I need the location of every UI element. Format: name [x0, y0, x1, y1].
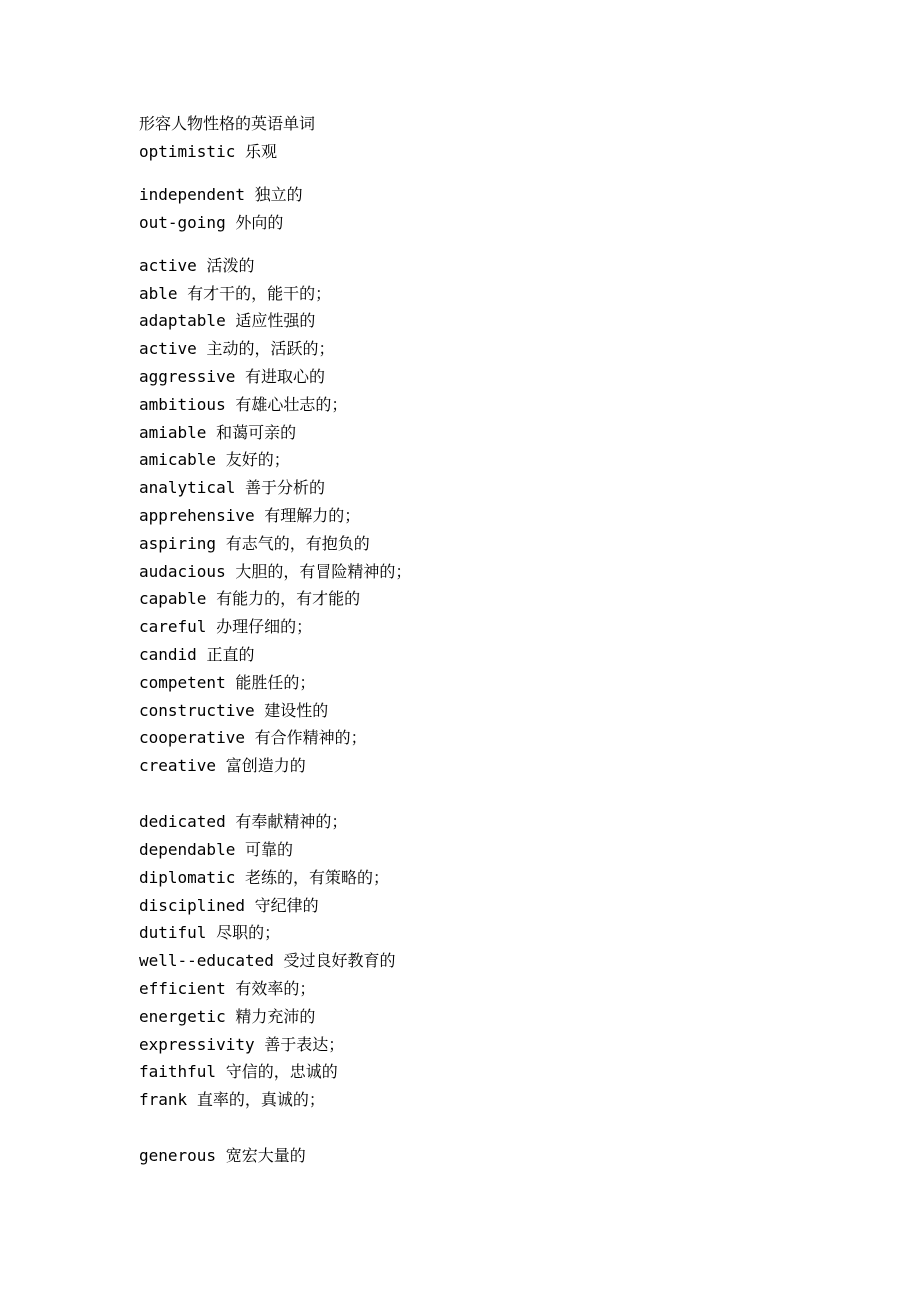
chinese-meaning: 主动的，活跃的； — [206, 339, 335, 359]
english-word: frank — [139, 1090, 188, 1110]
english-word: faithful — [139, 1062, 217, 1082]
chinese-meaning: 和蔼可亲的 — [216, 422, 297, 442]
chinese-meaning: 有进取心的 — [244, 366, 325, 386]
vocabulary-entry — [139, 185, 839, 205]
english-word: aspiring — [139, 533, 217, 553]
english-word: capable — [139, 589, 207, 609]
chinese-meaning: 有奉献精神的； — [235, 812, 348, 832]
english-word: diplomatic — [139, 867, 236, 887]
english-word: creative — [139, 756, 217, 776]
chinese-meaning: 可靠的 — [244, 839, 293, 859]
vocabulary-entry — [139, 645, 839, 665]
english-word: ambitious — [139, 394, 226, 414]
word-separator — [197, 645, 207, 664]
english-word: audacious — [139, 561, 226, 581]
english-word: efficient — [139, 978, 226, 998]
word-separator — [206, 589, 216, 608]
vocabulary-entry — [139, 367, 839, 387]
word-separator — [197, 339, 207, 358]
word-separator — [206, 423, 216, 442]
word-separator — [255, 506, 265, 525]
chinese-meaning: 富创造力的 — [225, 756, 306, 776]
vocabulary-entry — [139, 756, 839, 776]
word-separator — [187, 1090, 197, 1109]
english-word: dedicated — [139, 812, 226, 832]
chinese-meaning: 有理解力的； — [264, 505, 361, 525]
word-separator — [216, 450, 226, 469]
word-separator — [226, 1007, 236, 1026]
vocabulary-entry — [139, 728, 839, 748]
vocabulary-entry — [139, 589, 839, 609]
chinese-meaning: 老练的，有策略的； — [244, 867, 389, 887]
vocabulary-entry — [139, 534, 839, 554]
chinese-meaning: 独立的 — [254, 185, 303, 204]
vocabulary-entry — [139, 673, 839, 693]
english-word: cooperative — [139, 728, 245, 748]
chinese-meaning: 善于表达； — [264, 1034, 345, 1054]
document-content — [139, 114, 839, 1166]
vocabulary-entry — [139, 213, 839, 233]
chinese-meaning: 建设性的 — [264, 700, 329, 720]
english-word: dutiful — [139, 923, 207, 943]
word-separator — [235, 868, 245, 887]
english-word: constructive — [139, 700, 255, 720]
english-word: aggressive — [139, 366, 236, 386]
word-separator — [235, 142, 245, 161]
english-word: careful — [139, 617, 207, 637]
chinese-meaning: 有才干的，能干的； — [187, 283, 332, 303]
chinese-meaning: 守信的，忠诚的 — [225, 1062, 338, 1082]
chinese-meaning: 直率的，真诚的； — [196, 1090, 325, 1110]
vocabulary-entry — [139, 506, 839, 526]
vocabulary-list — [139, 142, 839, 1166]
chinese-meaning: 外向的 — [235, 212, 284, 232]
chinese-meaning: 乐观 — [244, 142, 277, 161]
word-separator — [245, 896, 255, 915]
english-word: able — [139, 283, 178, 303]
english-word: analytical — [139, 478, 236, 498]
word-separator — [197, 256, 207, 275]
chinese-meaning: 尽职的； — [216, 923, 281, 943]
vocabulary-entry — [139, 923, 839, 943]
word-separator — [216, 1062, 226, 1081]
chinese-meaning: 善于分析的 — [244, 478, 325, 498]
chinese-meaning: 宽宏大量的 — [225, 1146, 306, 1166]
word-separator — [235, 367, 245, 386]
english-word: optimistic — [139, 142, 236, 161]
english-word: disciplined — [139, 895, 245, 915]
chinese-meaning: 守纪律的 — [254, 895, 319, 915]
english-word: active — [139, 339, 197, 359]
english-word: independent — [139, 185, 245, 204]
chinese-meaning: 有志气的，有抱负的 — [225, 533, 370, 553]
word-separator — [274, 951, 284, 970]
vocabulary-entry — [139, 840, 839, 860]
vocabulary-entry — [139, 256, 839, 276]
vocabulary-entry — [139, 284, 839, 304]
vocabulary-entry — [139, 478, 839, 498]
word-separator — [245, 728, 255, 747]
word-separator — [226, 395, 236, 414]
chinese-meaning: 有合作精神的； — [254, 728, 367, 748]
english-word: amiable — [139, 422, 207, 442]
word-separator — [226, 812, 236, 831]
word-separator — [216, 534, 226, 553]
word-separator — [178, 284, 188, 303]
vocabulary-entry — [139, 450, 839, 470]
chinese-meaning: 友好的； — [225, 450, 290, 470]
word-separator — [226, 213, 236, 232]
vocabulary-entry — [139, 617, 839, 637]
word-separator — [255, 1035, 265, 1054]
vocabulary-entry — [139, 1146, 839, 1166]
vocabulary-entry — [139, 562, 839, 582]
chinese-meaning: 正直的 — [206, 644, 255, 664]
chinese-meaning: 活泼的 — [206, 255, 255, 275]
word-separator — [245, 185, 255, 204]
vocabulary-entry — [139, 142, 839, 162]
english-word: competent — [139, 672, 226, 692]
word-separator — [206, 923, 216, 942]
word-separator — [216, 756, 226, 775]
word-separator — [235, 478, 245, 497]
vocabulary-entry — [139, 951, 839, 971]
english-word: candid — [139, 644, 197, 664]
english-word: amicable — [139, 450, 217, 470]
vocabulary-entry — [139, 1007, 839, 1027]
chinese-meaning: 有能力的，有才能的 — [216, 589, 361, 609]
word-separator — [226, 673, 236, 692]
word-separator — [226, 562, 236, 581]
english-word: energetic — [139, 1006, 226, 1026]
chinese-meaning: 受过良好教育的 — [283, 951, 396, 971]
chinese-meaning: 能胜任的； — [235, 672, 316, 692]
vocabulary-entry — [139, 339, 839, 359]
word-separator — [226, 311, 236, 330]
vocabulary-entry — [139, 979, 839, 999]
chinese-meaning: 大胆的，有冒险精神的； — [235, 561, 412, 581]
word-separator — [226, 979, 236, 998]
english-word: apprehensive — [139, 505, 255, 525]
vocabulary-entry — [139, 423, 839, 443]
english-word: active — [139, 255, 197, 275]
english-word: generous — [139, 1146, 217, 1166]
chinese-meaning: 适应性强的 — [235, 311, 316, 331]
vocabulary-entry — [139, 896, 839, 916]
vocabulary-entry — [139, 1062, 839, 1082]
chinese-meaning: 有效率的； — [235, 978, 316, 998]
english-word: well--educated — [139, 951, 274, 971]
vocabulary-entry — [139, 1035, 839, 1055]
english-word: adaptable — [139, 311, 226, 331]
vocabulary-entry — [139, 395, 839, 415]
english-word: dependable — [139, 839, 236, 859]
word-separator — [216, 1146, 226, 1165]
chinese-meaning: 办理仔细的； — [216, 617, 313, 637]
vocabulary-entry — [139, 311, 839, 331]
vocabulary-entry — [139, 1090, 839, 1110]
english-word: expressivity — [139, 1034, 255, 1054]
english-word: out-going — [139, 212, 226, 232]
chinese-meaning: 有雄心壮志的； — [235, 394, 348, 414]
word-separator — [255, 701, 265, 720]
page-title: 形容人物性格的英语单词 — [139, 114, 316, 133]
vocabulary-entry — [139, 868, 839, 888]
word-separator — [206, 617, 216, 636]
word-separator — [235, 840, 245, 859]
chinese-meaning: 精力充沛的 — [235, 1006, 316, 1026]
vocabulary-entry — [139, 701, 839, 721]
vocabulary-entry — [139, 812, 839, 832]
